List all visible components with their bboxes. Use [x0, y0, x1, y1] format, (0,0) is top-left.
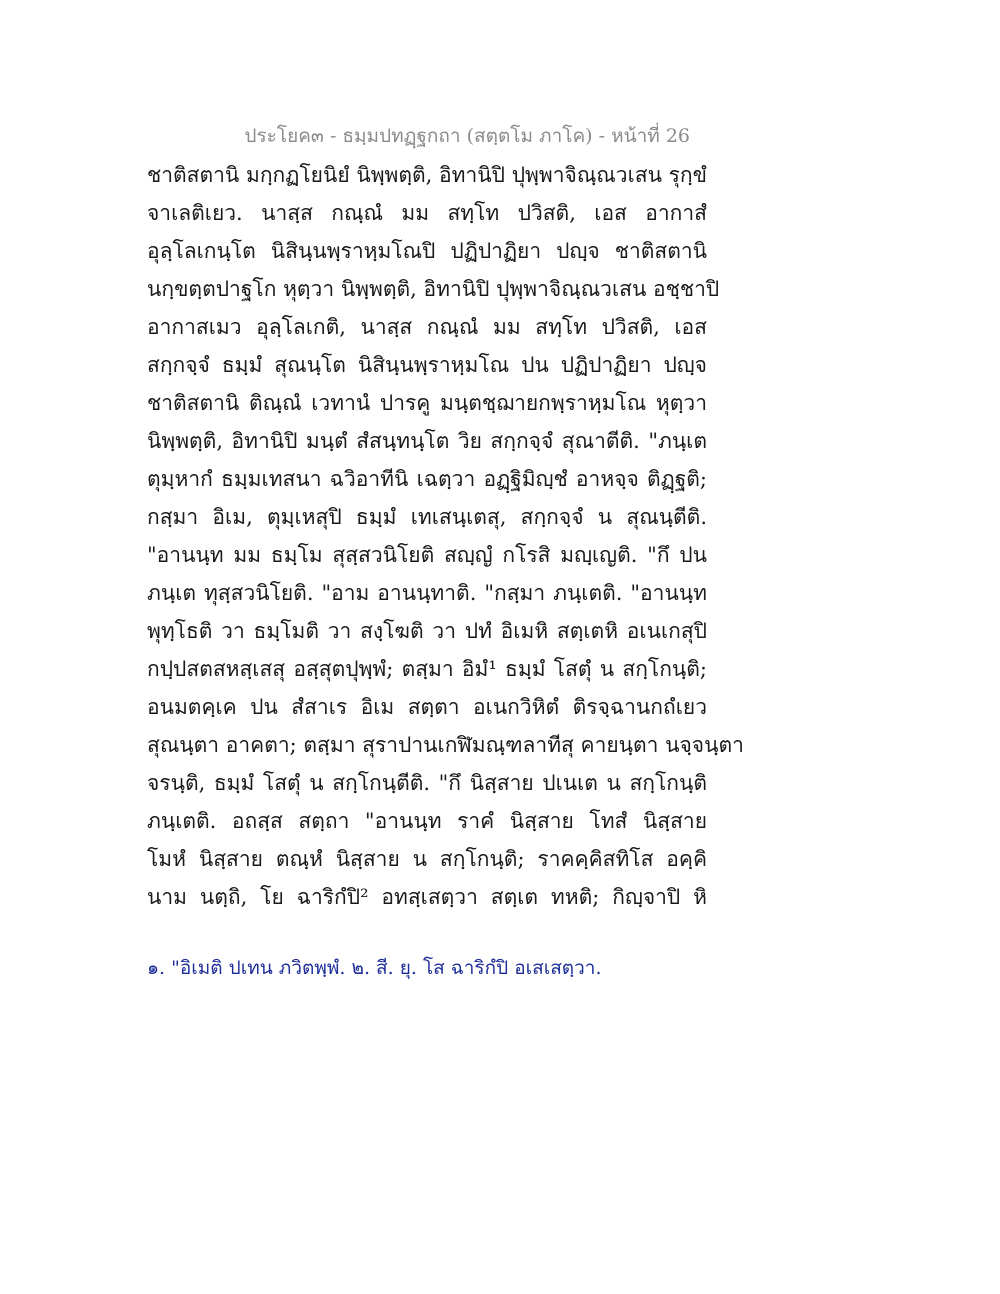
body-line: จรนฺติ, ธมฺมํ โสตุํ น สกฺโกนฺตีติ. "กึ นิสฺสาย ปเนเต น สกฺโกนฺติ	[147, 771, 707, 795]
body-text	[147, 156, 744, 916]
body-line: ภนฺเต ทุสฺสวนิโยติ. "อาม อานนฺทาติ. "กสฺมา ภนฺเตติ. "อานนฺท	[147, 581, 707, 605]
body-line: นิพฺพตฺติ, อิทานิปิ มนฺตํ สํสนฺทนฺโต วิย สกฺกจฺจํ สุณาตีติ. "ภนฺเต	[147, 429, 707, 453]
body-line: นาม นตฺถิ, โย ฉาริกํปิ² อทสฺเสตฺวา สตฺเต ทหติ; กิญฺจาปิ หิ	[147, 885, 707, 909]
body-line: โมหํ นิสฺสาย ตณฺหํ นิสฺสาย น สกฺโกนฺติ; ราคคฺคิสทิโส อคฺคิ	[147, 847, 707, 871]
body-line: อุลฺโลเกนฺโต นิสินฺนพฺราหฺมโณปิ ปฏิปาฏิยา ปญฺจ ชาติสตานิ	[147, 239, 707, 263]
body-line: สุณนฺตา อาคตา; ตสฺมา สุราปานเกฬิมณฺฑลาทีสุ คายนฺตา นจฺจนฺตา	[147, 733, 744, 757]
body-line: พุทฺโธติ วา ธมฺโมติ วา สงฺโฆติ วา ปทํ อิเมหิ สตฺเตหิ อเนเกสุปิ	[147, 619, 707, 643]
footnote: ๑. "อิเมติ ปเทน ภวิตพฺพํ. ๒. สี. ยุ. โส ฉาริกํปิ อเสเสตฺวา.	[147, 957, 602, 979]
body-line: "อานนฺท มม ธมฺโม สุสฺสวนิโยติ สญฺญํ กโรสิ มญฺเญติ. "กึ ปน	[147, 543, 707, 567]
body-line: ชาติสตานิ มกฺกฏโยนิยํ นิพฺพตฺติ, อิทานิปิ ปุพฺพาจิณฺณวเสน รุกฺขํ	[147, 163, 707, 187]
body-line: นกฺขตฺตปาฐโก หุตฺวา นิพฺพตฺติ, อิทานิปิ ปุพฺพาจิณฺณวเสน อชฺชาปิ	[147, 277, 720, 301]
body-line: ชาติสตานิ ติณฺณํ เวทานํ ปารคู มนฺตชฺฌายกพฺราหฺมโณ หุตฺวา	[147, 391, 707, 415]
running-header: ประโยค๓ - ธมฺมปทฏฺฐกถา (สตฺตโม ภาโค) - หน้าที่ 26	[244, 125, 690, 147]
body-line: สกฺกจฺจํ ธมฺมํ สุณนฺโต นิสินฺนพฺราหฺมโณ ปน ปฏิปาฏิยา ปญฺจ	[147, 353, 707, 377]
body-line: กสฺมา อิเม, ตุมฺเหสุปิ ธมฺมํ เทเสนฺเตสุ, สกฺกจฺจํ น สุณนฺตีติ.	[147, 505, 707, 529]
body-line: ภนฺเตติ. อถสฺส สตฺถา "อานนฺท ราคํ นิสฺสาย โทสํ นิสฺสาย	[147, 809, 707, 833]
body-line: ตุมฺหากํ ธมฺมเทสนา ฉวิอาทีนิ เฉตฺวา อฏฺฐิมิญฺชํ อาหจฺจ ติฏฺฐติ;	[147, 467, 707, 491]
body-line: อนมตคฺเค ปน สํสาเร อิเม สตฺตา อเนกวิหิตํ ติรจฺฉานกถํเยว	[147, 695, 707, 719]
body-line: อากาสเมว อุลฺโลเกติ, นาสฺส กณฺณํ มม สทฺโท ปวิสติ, เอส	[147, 315, 707, 339]
body-line: กปฺปสตสหสฺเสสุ อสฺสุตปุพฺพํ; ตสฺมา อิมํ¹ ธมฺมํ โสตุํ น สกฺโกนฺติ;	[147, 657, 707, 681]
body-line: จาเลติเยว. นาสฺส กณฺณํ มม สทฺโท ปวิสติ, เอส อากาสํ	[147, 201, 707, 225]
